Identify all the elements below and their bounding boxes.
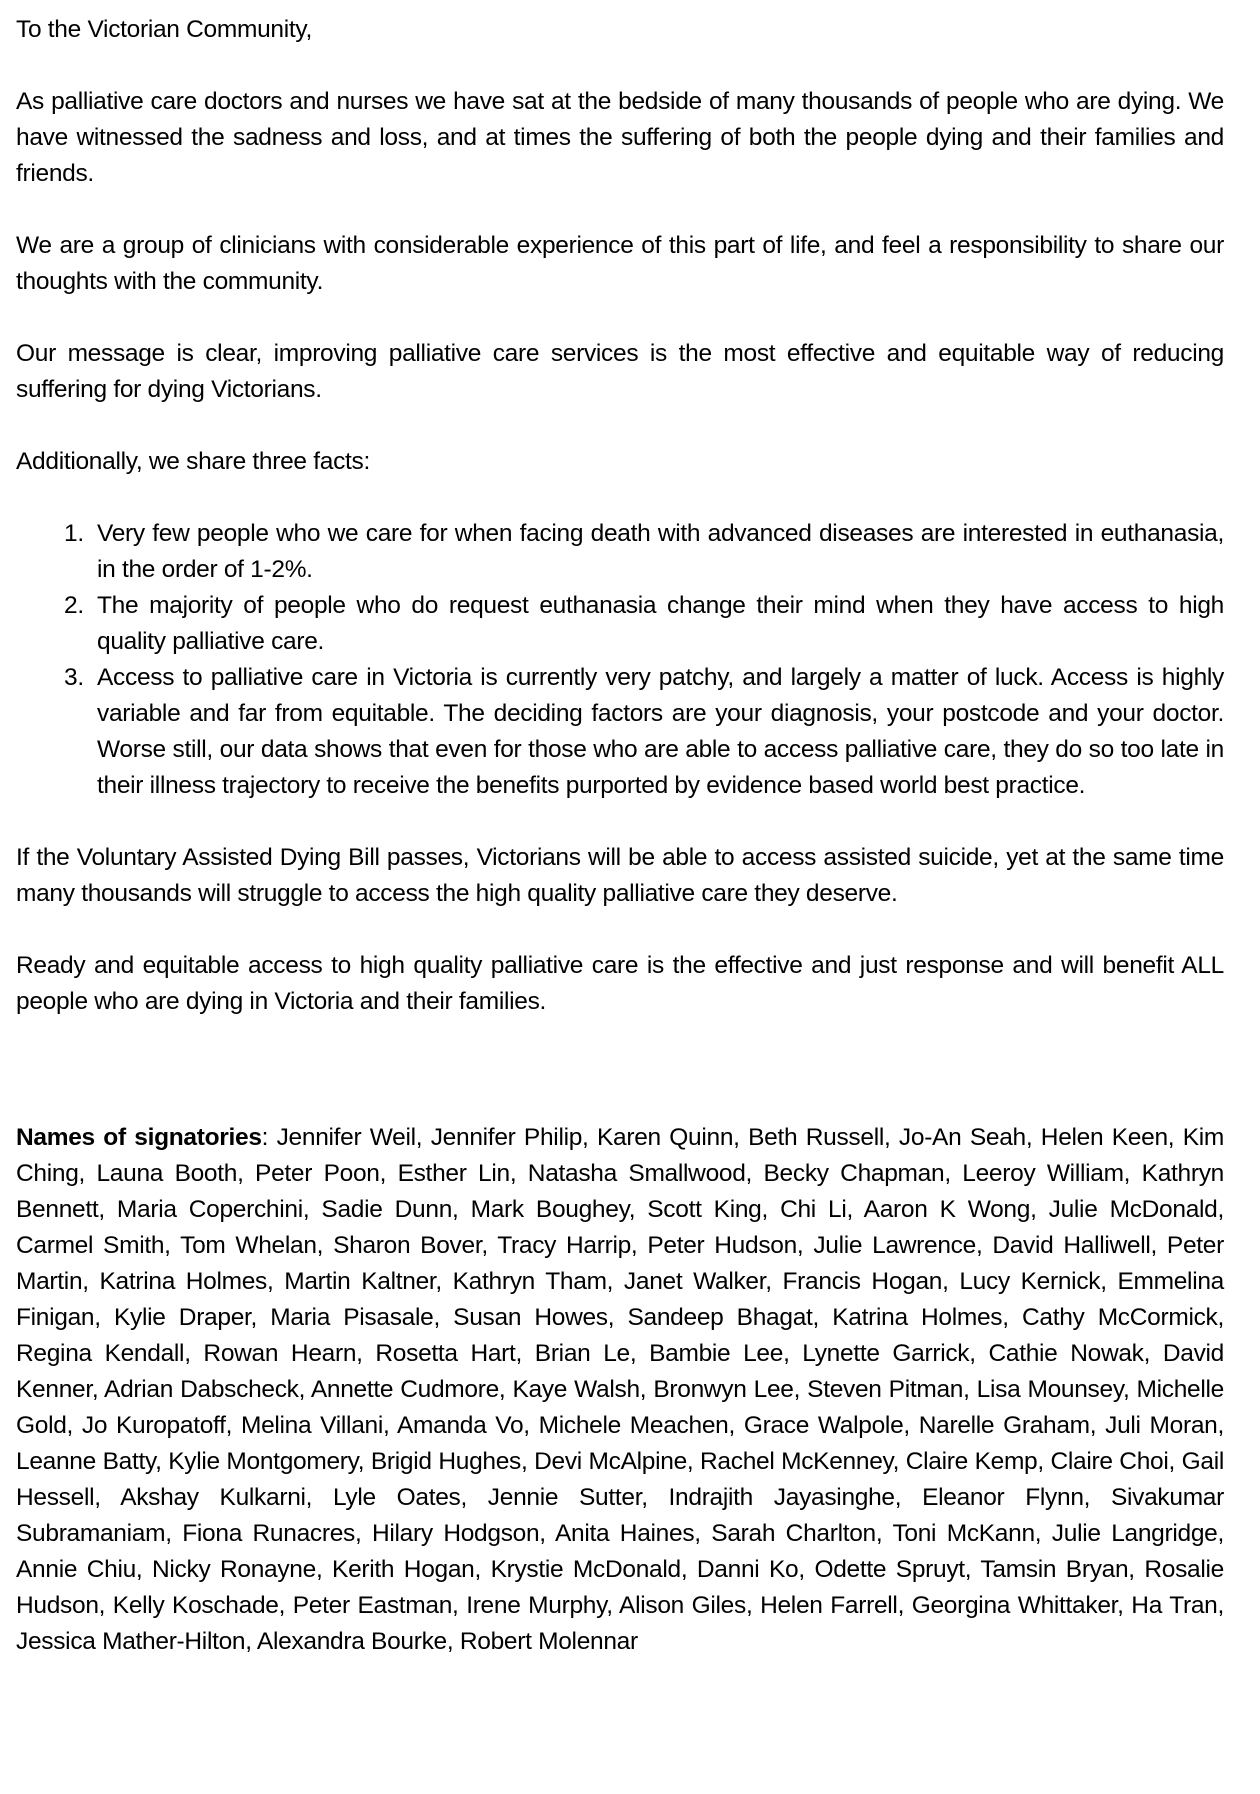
fact-text: Access to palliative care in Victoria is currently very patchy, and largely a matter of luck. Access is highly variable and far from equitable. The deciding factors are your diagnosis, your postcode and your doctor. Worse still, our data shows that even for those who are able to access palliative care, they do so too late in their illness trajectory to receive the benefits purported by evidence based world best practice. xyxy=(97,664,1224,799)
fact-item-1 xyxy=(64,516,1224,588)
signatories-names: Jennifer Weil, Jennifer Philip, Karen Quinn, Beth Russell, Jo-An Seah, Helen Keen, Kim Ching, Launa Booth, Peter Poon, Esther Lin, Natasha Smallwood, Becky Chapman, Leeroy William, Kathryn Bennett, Maria Coperchini, Sadie Dunn, Mark Boughey, Scott King, Chi Li, Aaron K Wong, Julie McDonald, Carmel Smith, Tom Whelan, Sharon Bover, Tracy Harrip, Peter Hudson, Julie Lawrence, David Halliwell, Peter Martin, Katrina Holmes, Martin Kaltner, Kathryn Tham, Janet Walker, Francis Hogan, Lucy Kernick, Emmelina Finigan, Kylie Draper, Maria Pisasale, Susan Howes, Sandeep Bhagat, Katrina Holmes, Cathy McCormick, Regina Kendall, Rowan Hearn, Rosetta Hart, Brian Le, Bambie Lee, Lynette Garrick, Cathie Nowak, David Kenner, Adrian Dabscheck, Annette Cudmore, Kaye Walsh, Bronwyn Lee, Steven Pitman, Lisa Mounsey, Michelle Gold, Jo Kuropatoff, Melina Villani, Amanda Vo, Michele Meachen, Grace Walpole, Narelle Graham, Juli Moran, Leanne Batty, Kylie Montgomery, Brigid Hughes, Devi McAlpine, Rachel McKenney, Claire Kemp, Claire Choi, Gail Hessell, Akshay Kulkarni, Lyle Oates, Jennie Sutter, Indrajith Jayasinghe, Eleanor Flynn, Sivakumar Subramaniam, Fiona Runacres, Hilary Hodgson, Anita Haines, Sarah Charlton, Toni McKann, Julie Langridge, Annie Chiu, Nicky Ronayne, Kerith Hogan, Krystie McDonald, Danni Ko, Odette Spruyt, Tamsin Bryan, Rosalie Hudson, Kelly Koschade, Peter Eastman, Irene Murphy, Alison Giles, Helen Farrell, Georgina Whittaker, Ha Tran, Jessica Mather-Hilton, Alexandra Bourke, Robert Molennar xyxy=(16,1124,1225,1655)
salutation: To the Victorian Community, xyxy=(16,16,313,43)
fact-text: The majority of people who do request euthanasia change their mind when they have access to high quality palliative care. xyxy=(97,592,1224,655)
fact-number: 1. xyxy=(64,520,84,547)
fact-number: 3. xyxy=(64,664,84,691)
paragraph-bedside: As palliative care doctors and nurses we have sat at the bedside of many thousands of people who are dying. We have witnessed the sadness and loss, and at times the suffering of both the people dying and their families and friends. xyxy=(16,88,1224,187)
fact-item-2 xyxy=(64,588,1224,660)
signatories-separator: : xyxy=(261,1124,277,1151)
paragraph-three-facts-intro: Additionally, we share three facts: xyxy=(16,448,371,475)
fact-number: 2. xyxy=(64,592,84,619)
paragraph-clinicians: We are a group of clinicians with considerable experience of this part of life, and feel a responsibility to share our thoughts with the community. xyxy=(16,232,1224,295)
fact-item-3 xyxy=(64,660,1224,804)
signatories-paragraph xyxy=(16,1120,1224,1660)
signatories-label: Names of signatories xyxy=(16,1124,262,1151)
paragraph-message: Our message is clear, improving palliative care services is the most effective and equitable way of reducing suffering for dying Victorians. xyxy=(16,340,1224,403)
facts-list xyxy=(16,516,1224,804)
paragraph-bill-passes: If the Voluntary Assisted Dying Bill passes, Victorians will be able to access assisted suicide, yet at the same time many thousands will struggle to access the high quality palliative care they deserve. xyxy=(16,844,1224,907)
paragraph-ready-access: Ready and equitable access to high quality palliative care is the effective and just response and will benefit ALL people who are dying in Victoria and their families. xyxy=(16,952,1224,1015)
fact-text: Very few people who we care for when facing death with advanced diseases are interested in euthanasia, in the order of 1-2%. xyxy=(97,520,1224,583)
